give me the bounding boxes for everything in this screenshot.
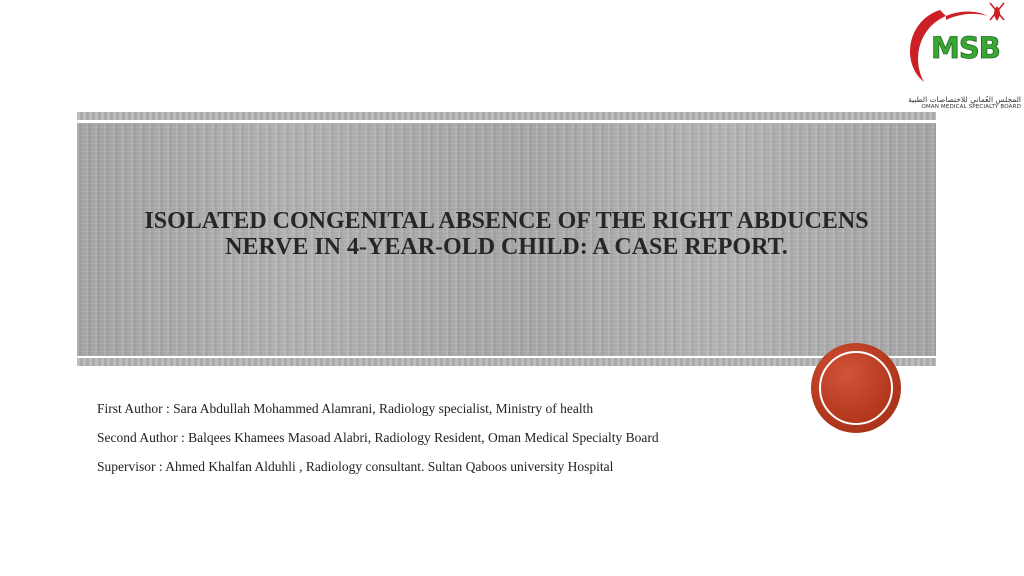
slide-title: ISOLATED CONGENITAL ABSENCE OF THE RIGHT ABDUCENS NERVE IN 4-YEAR-OLD CHILD: A CASE REPORT. xyxy=(144,207,869,260)
seal-ring xyxy=(819,351,893,425)
logo-arabic-name: المجلس العُماني للاختصاصات الطبية xyxy=(908,95,1021,104)
title-banner xyxy=(77,123,936,356)
logo-mark-text: MSB xyxy=(931,31,1000,65)
emblem-icon xyxy=(990,3,1004,21)
second-author: Second Author : Balqees Khamees Masoad Alabri, Radiology Resident, Oman Medical Specialty Board xyxy=(97,430,659,445)
supervisor: Supervisor : Ahmed Khalfan Alduhli , Radiology consultant. Sultan Qaboos university Hospital xyxy=(97,459,614,474)
top-decorative-stripe xyxy=(77,112,936,120)
first-author: First Author : Sara Abdullah Mohammed Alamrani, Radiology specialist, Ministry of health xyxy=(97,401,594,416)
decorative-seal-circle xyxy=(811,343,901,433)
bottom-decorative-stripe xyxy=(77,358,936,366)
author-list xyxy=(97,400,659,487)
logo-english-name: OMAN MEDICAL SPECIALTY BOARD xyxy=(921,104,1021,110)
